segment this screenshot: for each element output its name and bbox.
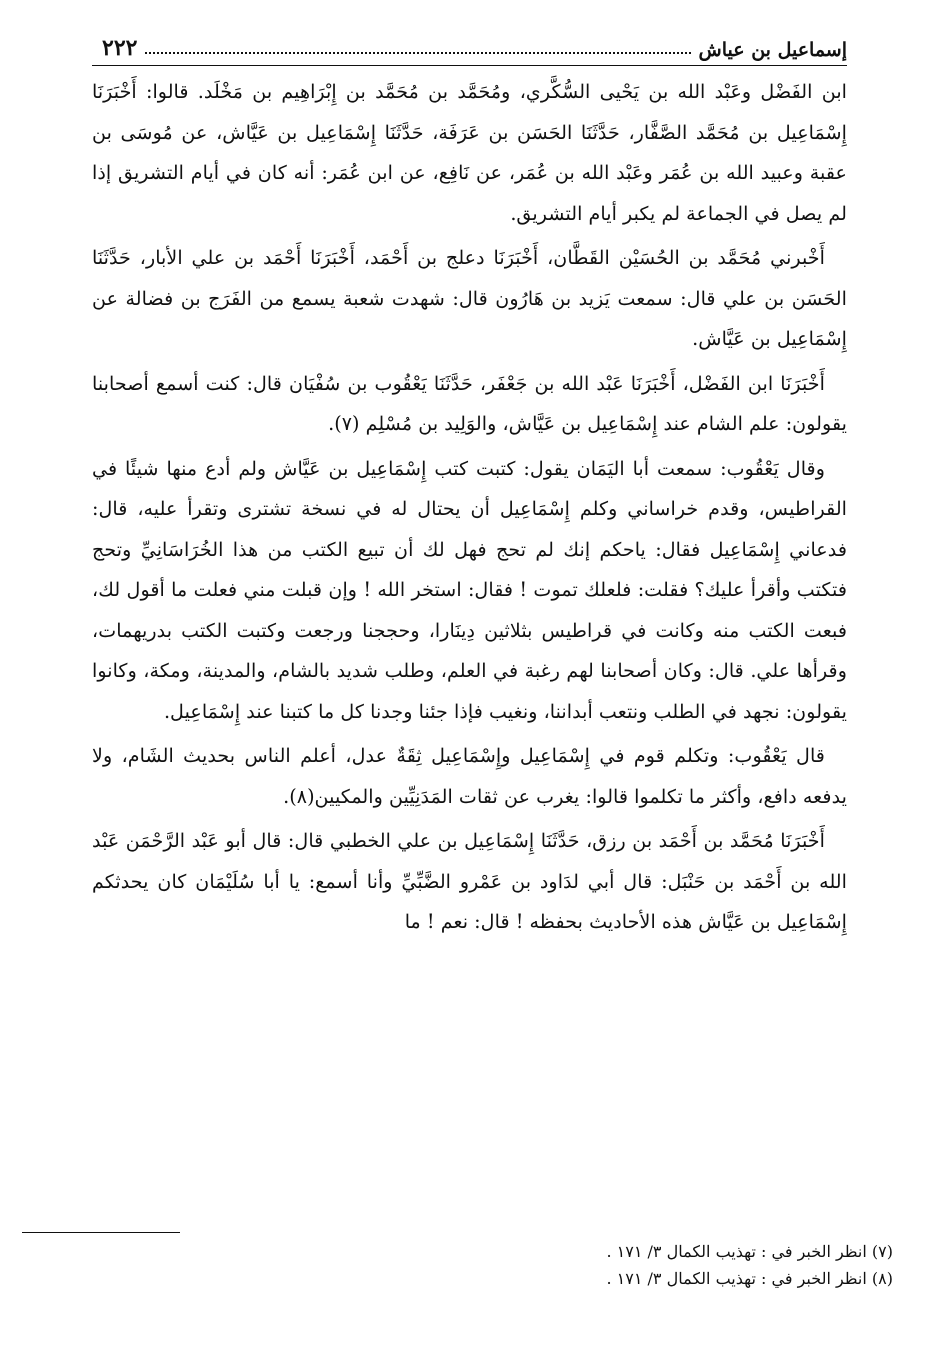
page-number: ٢٢٢ [102,35,138,61]
paragraph-1: ابن الفَضْل وعَبْد الله بن يَحْيى السُّكَّري، ومُحَمَّد بن مُحَمَّد بن إِبْرَاهِيم بن مَخْلَد. قالوا: أَخْبَرَنَا إِسْمَاعِيل بن مُحَمَّد الصَّفَّار، حَدَّثَنَا الحَسَن بن عَرَفَة، حَدَّثَنَا إِسْمَاعِيل بن عَيَّاش، عن مُوسَى بن عقبة وعبيد الله بن عُمَر وعَبْد الله بن عُمَر، عن نَافِع، عن ابن عُمَر: أنه كان في أيام التشريق إذا لم يصل في الجماعة لم يكبر أيام التشريق. [92,80,847,225]
book-page [92,28,847,1328]
paragraph-2: أَخْبرني مُحَمَّد بن الحُسَيْن القَطَّان، أَخْبَرَنَا دعلج بن أَحْمَد، أَخْبَرَنَا أَحْمَد بن علي الأبار، حَدَّثَنَا الحَسَن بن علي قال: سمعت يَزيد بن هَارُون قال: شهدت شعبة يسمع من الفَرَج بن فضالة عن إِسْمَاعِيل بن عَيَّاش. [92,246,847,350]
paragraph-4: وقال يَعْقُوب: سمعت أبا اليَمَان يقول: كتبت كتب إِسْمَاعِيل بن عَيَّاش ولم أدع منها شيئًا في القراطيس، وقدم خراساني وكلم إِسْمَاعِيل أن يحتال له في نسخة تشترى وتقرأ عليه، قال: فدعاني إِسْمَاعِيل فقال: ياحكم إنك لم تحج فهل لك أن تبيع الكتب من هذا الخُرَاسَانِيِّ وتحج فتكتب وأقرأ عليك؟ فقلت: فلعلك تموت ! فقال: استخر الله ! وإن قبلت مني فعلت ما أقول لك، فبعت الكتب منه وكانت في قراطيس بثلاثين دِينَارا، وحججنا ورجعت وكتبت الكتب بدريهمات، وقرأها علي. قال: وكان أصحابنا لهم رغبة في العلم، وطلب شديد بالشام، والمدينة، ومكة، وكانوا يقولون: نجهد في الطلب ونتعب أبداننا، ونغيب فإذا جئنا وجدنا كل ما كتبنا عند إِسْمَاعِيل. [92,456,847,723]
footnote-8: (٨) انظر الخبر في : تهذيب الكمال ٣/ ١٧١ . [606,1269,893,1288]
paragraph-5: قال يَعْقُوب: وتكلم قوم في إِسْمَاعِيل وإِسْمَاعِيل ثِقَةٌ عدل، أعلم الناس بحديث الشَام، ولا يدفعه دافع، وأكثر ما تكلموا قالوا: يغرب عن ثقات المَدَنِيِّين والمكيين(٨). [92,744,847,808]
footnote-7: (٧) انظر الخبر في : تهذيب الكمال ٣/ ١٧١ . [606,1242,893,1261]
footnote-separator [22,1232,180,1233]
footnotes [178,1238,933,1292]
running-title: إسماعيل بن عياش [698,39,847,61]
body-text [92,72,847,943]
leader-dots [145,52,690,54]
running-head [92,28,847,66]
paragraph-6: أَخْبَرَنَا مُحَمَّد بن أَحْمَد بن رزق، حَدَّثَنَا إِسْمَاعِيل بن علي الخطبي قال: قال أبو عَبْد الرَّحْمَن عَبْد الله بن أَحْمَد بن حَنْبَل: قال أبي لدَاود بن عَمْرو الضَّبِّيِّ وأنا أسمع: يا أبا سُلَيْمَان كان يحدثكم إِسْمَاعِيل بن عَيَّاش هذه الأحاديث بحفظه ! قال: نعم ! ما [92,829,847,933]
paragraph-3: أَخْبَرَنَا ابن الفَضْل، أَخْبَرَنَا عَبْد الله بن جَعْفَر، حَدَّثَنَا يَعْقُوب بن سُفْيَان قال: كنت أسمع أصحابنا يقولون: علم الشام عند إِسْمَاعِيل بن عَيَّاش، والوَلِيد بن مُسْلِم (٧). [92,371,847,435]
